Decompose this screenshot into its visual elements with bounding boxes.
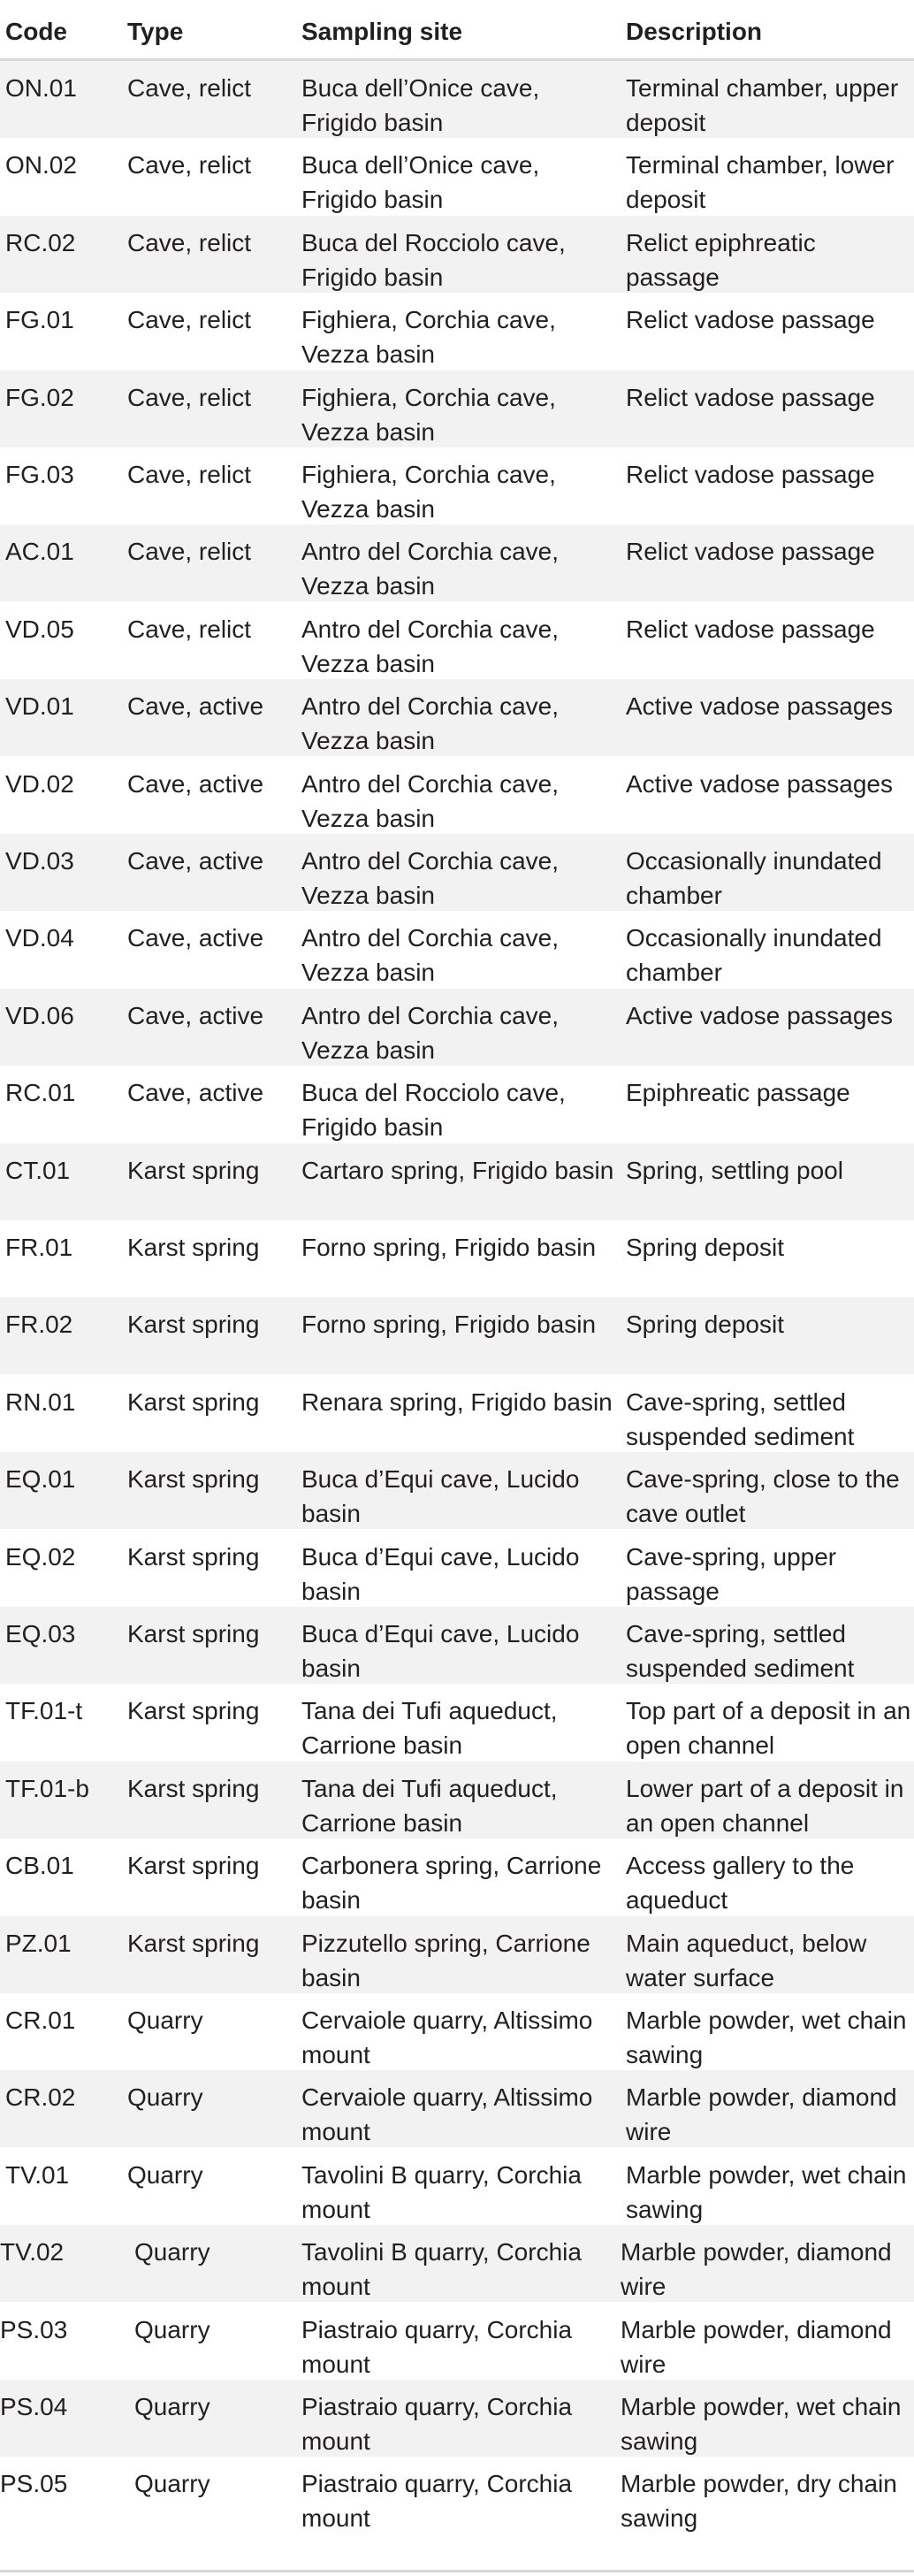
table-row: [0, 1607, 914, 1684]
cell-code: FG.03: [5, 461, 74, 488]
table-row: [0, 1297, 914, 1374]
cell-description: Relict vadose passage: [626, 306, 875, 334]
cell-sampling-site: Antro del Corchia cave, Vezza basin: [301, 1001, 560, 1064]
cell-sampling-site: Buca dell’Onice cave, Frigido basin: [301, 151, 540, 214]
cell-sampling-site: Fighiera, Corchia cave, Vezza basin: [301, 461, 556, 523]
table-row: [0, 524, 914, 601]
cell-code: VD.05: [5, 615, 74, 643]
cell-code: VD.03: [5, 847, 74, 875]
cell-type: Karst spring: [127, 1929, 260, 1957]
cell-description: Top part of a deposit in an open channel: [626, 1697, 911, 1760]
table-row: [0, 1220, 914, 1297]
cell-code: RN.01: [5, 1387, 76, 1416]
table-header: [0, 0, 914, 61]
cell-type: Cave, relict: [127, 383, 252, 411]
header-type: Type: [127, 18, 184, 45]
cell-description: Cave-spring, close to the cave outlet: [626, 1465, 900, 1528]
cell-description: Marble powder, dry chain sawing: [621, 2470, 897, 2533]
cell-code: VD.02: [5, 769, 74, 798]
cell-type: Karst spring: [127, 1774, 260, 1802]
cell-code: CB.01: [5, 1852, 74, 1880]
cell-code: PS.03: [0, 2315, 68, 2343]
cell-description: Cave-spring, settled suspended sediment: [626, 1387, 855, 1450]
table-row: [0, 1838, 914, 1915]
cell-sampling-site: Antro del Corchia cave, Vezza basin: [301, 847, 560, 909]
table-row: [0, 1916, 914, 1993]
cell-sampling-site: Buca d’Equi cave, Lucido basin: [301, 1465, 580, 1528]
cell-description: Marble powder, wet chain sawing: [626, 2160, 907, 2223]
table-row: [0, 1684, 914, 1761]
cell-type: Karst spring: [127, 1465, 260, 1494]
cell-code: ON.02: [5, 151, 77, 180]
cell-sampling-site: Buca d’Equi cave, Lucido basin: [301, 1620, 580, 1682]
cell-code: EQ.02: [5, 1542, 76, 1571]
table-row: [0, 2225, 914, 2302]
cell-sampling-site: Buca dell’Onice cave, Frigido basin: [301, 74, 540, 136]
cell-description: Active vadose passages: [626, 1001, 893, 1029]
cell-type: Karst spring: [127, 1852, 260, 1880]
cell-sampling-site: Tavolini B quarry, Corchia mount: [301, 2160, 582, 2223]
cell-type: Quarry: [134, 2315, 210, 2343]
cell-sampling-site: Tavolini B quarry, Corchia mount: [301, 2238, 582, 2301]
cell-description: Marble powder, wet chain sawing: [621, 2393, 902, 2455]
cell-type: Cave, relict: [127, 461, 252, 488]
cell-description: Relict vadose passage: [626, 461, 875, 488]
table-row: [0, 1066, 914, 1143]
table-row: [0, 757, 914, 834]
cell-code: CR.02: [5, 2083, 76, 2112]
table-row: [0, 2380, 914, 2457]
cell-code: ON.01: [5, 74, 77, 102]
table-bottom-divider: [0, 2570, 914, 2572]
cell-sampling-site: Fighiera, Corchia cave, Vezza basin: [301, 383, 556, 446]
cell-description: Terminal chamber, lower deposit: [626, 151, 895, 214]
cell-type: Cave, active: [127, 692, 264, 721]
cell-description: Relict vadose passage: [626, 538, 875, 566]
cell-sampling-site: Cervaiole quarry, Altissimo mount: [301, 2007, 593, 2068]
table-row: [0, 1530, 914, 1607]
cell-sampling-site: Buca del Rocciolo cave, Frigido basin: [301, 1079, 566, 1142]
cell-description: Marble powder, diamond wire: [621, 2315, 892, 2378]
cell-type: Cave, active: [127, 847, 264, 875]
table-row: [0, 2070, 914, 2147]
cell-code: VD.04: [5, 924, 74, 952]
cell-code: PZ.01: [5, 1929, 72, 1957]
cell-description: Relict vadose passage: [626, 383, 875, 411]
cell-description: Spring, settling pool: [626, 1156, 843, 1184]
cell-description: Active vadose passages: [626, 769, 893, 798]
cell-sampling-site: Cartaro spring, Frigido basin: [301, 1156, 614, 1184]
table-row: [0, 2148, 914, 2225]
cell-description: Spring deposit: [626, 1234, 785, 1261]
table-row: [0, 1762, 914, 1838]
cell-code: VD.06: [5, 1001, 74, 1029]
cell-sampling-site: Tana dei Tufi aqueduct, Carrione basin: [301, 1697, 558, 1760]
cell-description: Relict epiphreatic passage: [626, 228, 816, 291]
cell-type: Cave, relict: [127, 538, 252, 566]
table-row: [0, 293, 914, 370]
cell-type: Quarry: [134, 2393, 210, 2420]
cell-type: Karst spring: [127, 1311, 260, 1339]
table-row: [0, 1143, 914, 1220]
table-row: [0, 138, 914, 215]
cell-description: Main aqueduct, below water surface: [626, 1929, 867, 1991]
cell-sampling-site: Buca d’Equi cave, Lucido basin: [301, 1542, 580, 1605]
cell-type: Cave, active: [127, 769, 264, 798]
cell-code: RC.02: [5, 228, 76, 256]
cell-code: PS.05: [0, 2470, 68, 2498]
cell-type: Cave, relict: [127, 615, 252, 643]
header-code: Code: [5, 18, 67, 45]
cell-type: Quarry: [127, 2007, 203, 2034]
cell-code: VD.01: [5, 692, 74, 721]
header-description: Description: [626, 18, 763, 45]
table-row: [0, 989, 914, 1066]
cell-code: EQ.01: [5, 1465, 76, 1494]
cell-code: FR.01: [5, 1234, 73, 1261]
cell-sampling-site: Antro del Corchia cave, Vezza basin: [301, 769, 560, 832]
cell-code: TV.02: [0, 2238, 65, 2266]
cell-type: Cave, relict: [127, 74, 252, 102]
cell-description: Occasionally inundated chamber: [626, 924, 882, 987]
table-row: [0, 1993, 914, 2070]
cell-description: Epiphreatic passage: [626, 1079, 850, 1107]
cell-type: Quarry: [134, 2238, 210, 2266]
cell-description: Active vadose passages: [626, 692, 893, 721]
cell-description: Access gallery to the aqueduct: [626, 1852, 855, 1915]
table-row: [0, 834, 914, 911]
cell-code: EQ.03: [5, 1620, 76, 1647]
table-row: [0, 371, 914, 447]
cell-description: Terminal chamber, upper deposit: [626, 74, 899, 136]
cell-type: Cave, active: [127, 1001, 264, 1029]
cell-type: Quarry: [127, 2083, 203, 2112]
cell-description: Lower part of a deposit in an open channel: [626, 1774, 904, 1837]
cell-type: Karst spring: [127, 1697, 260, 1725]
cell-sampling-site: Carbonera spring, Carrione basin: [301, 1852, 602, 1915]
table-row: [0, 1375, 914, 1452]
cell-sampling-site: Forno spring, Frigido basin: [301, 1311, 597, 1339]
cell-sampling-site: Buca del Rocciolo cave, Frigido basin: [301, 228, 566, 291]
cell-code: TF.01-b: [5, 1774, 89, 1802]
cell-sampling-site: Antro del Corchia cave, Vezza basin: [301, 615, 560, 677]
cell-type: Quarry: [127, 2160, 203, 2189]
cell-sampling-site: Renara spring, Frigido basin: [301, 1387, 613, 1416]
cell-sampling-site: Pizzutello spring, Carrione basin: [301, 1929, 590, 1991]
cell-code: PS.04: [0, 2393, 68, 2420]
cell-type: Karst spring: [127, 1156, 260, 1184]
cell-description: Marble powder, wet chain sawing: [626, 2007, 907, 2068]
cell-sampling-site: Antro del Corchia cave, Vezza basin: [301, 538, 560, 600]
cell-code: TF.01-t: [5, 1697, 83, 1725]
table-row: [0, 911, 914, 988]
cell-code: FR.02: [5, 1311, 73, 1339]
cell-sampling-site: Forno spring, Frigido basin: [301, 1234, 597, 1261]
table-row: [0, 1452, 914, 1529]
cell-type: Cave, active: [127, 1079, 264, 1107]
cell-sampling-site: Antro del Corchia cave, Vezza basin: [301, 692, 560, 755]
cell-description: Cave-spring, upper passage: [626, 1542, 837, 1605]
cell-sampling-site: Cervaiole quarry, Altissimo mount: [301, 2083, 593, 2146]
cell-type: Karst spring: [127, 1387, 260, 1416]
cell-code: RC.01: [5, 1079, 76, 1107]
table-row: [0, 602, 914, 679]
cell-description: Cave-spring, settled suspended sediment: [626, 1620, 855, 1682]
cell-code: FG.01: [5, 306, 74, 334]
cell-code: TV.01: [5, 2160, 70, 2189]
cell-sampling-site: Piastraio quarry, Corchia mount: [301, 2393, 573, 2455]
cell-code: CR.01: [5, 2007, 76, 2034]
cell-sampling-site: Piastraio quarry, Corchia mount: [301, 2315, 573, 2378]
cell-code: AC.01: [5, 538, 74, 566]
cell-description: Marble powder, diamond wire: [621, 2238, 892, 2301]
cell-sampling-site: Fighiera, Corchia cave, Vezza basin: [301, 306, 556, 369]
cell-type: Quarry: [134, 2470, 210, 2498]
cell-description: Relict vadose passage: [626, 615, 875, 643]
cell-type: Cave, active: [127, 924, 264, 952]
table-row: [0, 216, 914, 293]
table-row: [0, 2303, 914, 2380]
table-row: [0, 447, 914, 524]
cell-description: Occasionally inundated chamber: [626, 847, 882, 909]
cell-description: Marble powder, diamond wire: [626, 2083, 897, 2146]
cell-type: Karst spring: [127, 1234, 260, 1261]
header-sampling-site: Sampling site: [301, 18, 463, 45]
cell-description: Spring deposit: [626, 1311, 785, 1339]
cell-type: Karst spring: [127, 1620, 260, 1647]
cell-sampling-site: Piastraio quarry, Corchia mount: [301, 2470, 573, 2533]
cell-type: Karst spring: [127, 1542, 260, 1571]
cell-type: Cave, relict: [127, 228, 252, 256]
cell-type: Cave, relict: [127, 151, 252, 180]
table-row: [0, 679, 914, 756]
cell-sampling-site: Antro del Corchia cave, Vezza basin: [301, 924, 560, 987]
table-row: [0, 2457, 914, 2534]
cell-code: CT.01: [5, 1156, 71, 1184]
cell-sampling-site: Tana dei Tufi aqueduct, Carrione basin: [301, 1774, 558, 1837]
table-row: [0, 61, 914, 138]
cell-code: FG.02: [5, 383, 74, 411]
cell-type: Cave, relict: [127, 306, 252, 334]
